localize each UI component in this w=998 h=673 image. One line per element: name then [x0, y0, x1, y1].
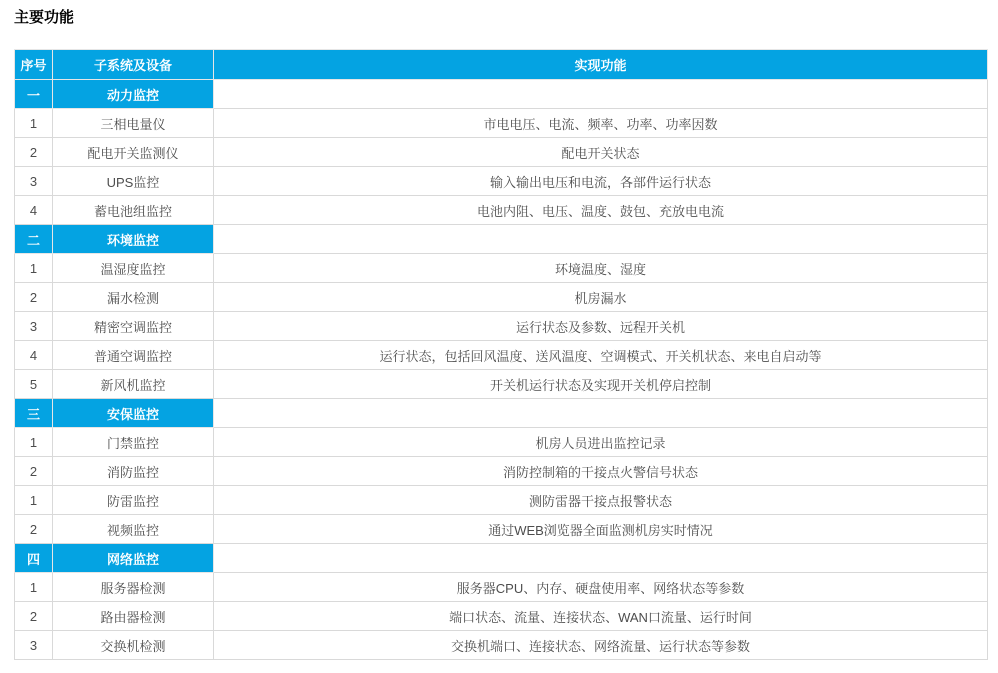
- function-desc: 服务器CPU、内存、硬盘使用率、网络状态等参数: [214, 573, 988, 602]
- row-number: 1: [15, 573, 53, 602]
- section-name: 网络监控: [53, 544, 214, 573]
- row-number: 4: [15, 196, 53, 225]
- device-name: 消防监控: [53, 457, 214, 486]
- table-body: [15, 80, 988, 660]
- section-function-empty: [214, 225, 988, 254]
- table-row: [15, 109, 988, 138]
- function-desc: 开关机运行状态及实现开关机停启控制: [214, 370, 988, 399]
- column-header-function: 实现功能: [214, 50, 988, 80]
- section-function-empty: [214, 80, 988, 109]
- table-row: [15, 196, 988, 225]
- section-function-empty: [214, 544, 988, 573]
- device-name: 普通空调监控: [53, 341, 214, 370]
- section-header-row: [15, 80, 988, 109]
- function-desc: 机房人员进出监控记录: [214, 428, 988, 457]
- device-name: 新风机监控: [53, 370, 214, 399]
- device-name: 温湿度监控: [53, 254, 214, 283]
- table-row: [15, 167, 988, 196]
- table-row: [15, 573, 988, 602]
- section-header-row: [15, 399, 988, 428]
- device-name: UPS监控: [53, 167, 214, 196]
- function-desc: 运行状态及参数、远程开关机: [214, 312, 988, 341]
- row-number: 2: [15, 602, 53, 631]
- table-row: [15, 428, 988, 457]
- function-desc: 端口状态、流量、连接状态、WAN口流量、运行时间: [214, 602, 988, 631]
- section-number: 二: [15, 225, 53, 254]
- section-number: 三: [15, 399, 53, 428]
- section-number: 一: [15, 80, 53, 109]
- section-name: 环境监控: [53, 225, 214, 254]
- device-name: 服务器检测: [53, 573, 214, 602]
- row-number: 3: [15, 167, 53, 196]
- function-desc: 市电电压、电流、频率、功率、功率因数: [214, 109, 988, 138]
- column-header-device: 子系统及设备: [53, 50, 214, 80]
- section-name: 动力监控: [53, 80, 214, 109]
- table-row: [15, 457, 988, 486]
- function-desc: 通过WEB浏览器全面监测机房实时情况: [214, 515, 988, 544]
- device-name: 门禁监控: [53, 428, 214, 457]
- row-number: 1: [15, 486, 53, 515]
- row-number: 1: [15, 428, 53, 457]
- function-desc: 环境温度、湿度: [214, 254, 988, 283]
- device-name: 路由器检测: [53, 602, 214, 631]
- section-header-row: [15, 544, 988, 573]
- function-desc: 运行状态，包括回风温度、送风温度、空调模式、开关机状态、来电自启动等: [214, 341, 988, 370]
- device-name: 交换机检测: [53, 631, 214, 660]
- row-number: 2: [15, 457, 53, 486]
- table-row: [15, 138, 988, 167]
- row-number: 3: [15, 631, 53, 660]
- device-name: 三相电量仪: [53, 109, 214, 138]
- table-row: [15, 631, 988, 660]
- section-function-empty: [214, 399, 988, 428]
- table-row: [15, 486, 988, 515]
- row-number: 2: [15, 283, 53, 312]
- device-name: 配电开关监测仪: [53, 138, 214, 167]
- function-desc: 配电开关状态: [214, 138, 988, 167]
- table-row: [15, 370, 988, 399]
- function-desc: 输入输出电压和电流，各部件运行状态: [214, 167, 988, 196]
- table-row: [15, 312, 988, 341]
- function-desc: 测防雷器干接点报警状态: [214, 486, 988, 515]
- device-name: 漏水检测: [53, 283, 214, 312]
- row-number: 2: [15, 515, 53, 544]
- section-header-row: [15, 225, 988, 254]
- section-number: 四: [15, 544, 53, 573]
- device-name: 精密空调监控: [53, 312, 214, 341]
- row-number: 5: [15, 370, 53, 399]
- table-row: [15, 254, 988, 283]
- row-number: 2: [15, 138, 53, 167]
- section-name: 安保监控: [53, 399, 214, 428]
- table-row: [15, 341, 988, 370]
- functions-table: [14, 49, 988, 660]
- device-name: 蓄电池组监控: [53, 196, 214, 225]
- function-desc: 机房漏水: [214, 283, 988, 312]
- table-row: [15, 515, 988, 544]
- row-number: 1: [15, 254, 53, 283]
- page-title: 主要功能: [14, 9, 75, 26]
- function-desc: 消防控制箱的干接点火警信号状态: [214, 457, 988, 486]
- row-number: 1: [15, 109, 53, 138]
- row-number: 3: [15, 312, 53, 341]
- device-name: 防雷监控: [53, 486, 214, 515]
- column-header-no: 序号: [15, 50, 53, 80]
- row-number: 4: [15, 341, 53, 370]
- device-name: 视频监控: [53, 515, 214, 544]
- table-header-row: [15, 50, 988, 80]
- function-desc: 交换机端口、连接状态、网络流量、运行状态等参数: [214, 631, 988, 660]
- table-row: [15, 283, 988, 312]
- table-row: [15, 602, 988, 631]
- function-desc: 电池内阻、电压、温度、鼓包、充放电电流: [214, 196, 988, 225]
